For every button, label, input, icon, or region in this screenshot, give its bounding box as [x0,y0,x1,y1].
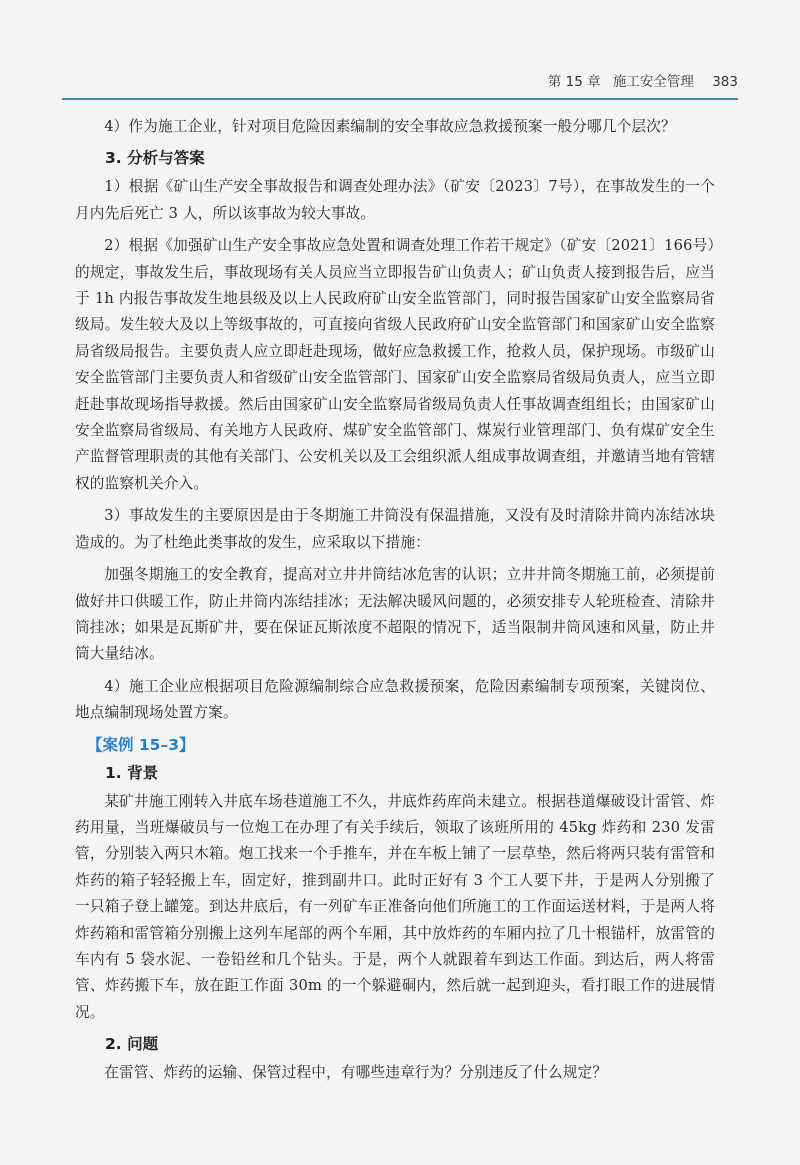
question-paragraph: 在雷管、炸药的运输、保管过程中，有哪些违章行为？分别违反了什么规定？ [104,1064,608,1082]
page-body [75,114,715,1093]
background-paragraph: 某矿井施工刚转入井底车场巷道施工不久，井底炸药库尚未建立。根据巷道爆破设计雷管、炸药用量，当班爆破员与一位炮工在办理了有关手续后，领取了该班所用的 45kg 炸药和 230 发雷管，分别装入两只木箱。炮工找来一个手推车，并在车板上铺了一层草垫，然后将两只装有雷管和炸药的箱子轻轻搬上车，固定好，推到副井口。此时正好有 3 个工人要下井，于是两人分别搬了一只箱子登上罐笼。到达井底后，有一列矿车正准备向他们所施工的工作面运送材料，于是两人将炸药箱和雷管箱分别搬上这列车尾部的两个车厢，其中放炸药的车厢内拉了几十根锚杆，放雷管的车内有 5 袋水泥、一卷铅丝和几个钻头。于是，两个人就跟着车到达工作面。到达后，两人将雷管、炸药搬下车，放在距工作面 30m 的一个躲避硐内，然后就一起到迎头，看打眼工作的进展情况。 [75,792,715,1021]
page-number: 383 [712,74,738,90]
section-heading-background: 1. 背景 [105,763,159,782]
section-heading-question: 2. 问题 [105,1035,159,1054]
page-header [62,62,738,100]
chapter-number: 第 15 章 [547,74,601,90]
question-4: 4）作为施工企业，针对项目危险因素编制的安全事故应急救援预案一般分哪几个层次？ [104,118,676,135]
answer-3: 3）事故发生的主要原因是由于冬期施工井筒没有保温措施，又没有及时清除井筒内冻结冰块造成的。为了杜绝此类事故的发生，应采取以下措施： [75,507,715,551]
answer-4: 4）施工企业应根据项目危险源编制综合应急救援预案，危险因素编制专项预案，关键岗位、地点编制现场处置方案。 [75,677,715,722]
answer-1: 1）根据《矿山生产安全事故报告和调查处理办法》（矿安〔2023〕7号），在事故发生的一个月内先后死亡 3 人，所以该事故为较大事故。 [75,178,715,222]
answer-3-measures: 加强冬期施工的安全教育，提高对立井井筒结冰危害的认识；立井井筒冬期施工前，必须提前做好井口供暖工作，防止井筒内冻结挂冰；无法解决暖风问题的，必须安排专人轮班检查、清除井筒挂冰；如果是瓦斯矿井，要在保证瓦斯浓度不超限的情况下，适当限制井筒风速和风量，防止井筒大量结冰。 [75,566,715,663]
answer-2: 2）根据《加强矿山生产安全事故应急处置和调查处理工作若干规定》（矿安〔2021〕166号）的规定，事故发生后，事故现场有关人员应当立即报告矿山负责人；矿山负责人接到报告后，应当于 1h 内报告事故发生地县级及以上人民政府矿山安全监管部门，同时报告国家矿山安全监察局省级局。发生较大及以上等级事故的，可直接向省级人民政府矿山安全监管部门和国家矿山安全监察局省级局报告。主要负责人应立即赶赴现场，做好应急救援工作，抢救人员，保护现场。市级矿山安全监管部门主要负责人和省级矿山安全监管部门、国家矿山安全监察局省级局负责人，应当立即赶赴事故现场指导救援。然后由国家矿山安全监察局省级局负责人任事故调查组组长；由国家矿山安全监察局省级局、有关地方人民政府、煤矿安全监管部门、煤炭行业管理部门、负有煤矿安全生产监督管理职责的其他有关部门、公安机关以及工会组织派人组成事故调查组，并邀请当地有管辖权的监察机关介入。 [75,237,715,492]
section-heading-analysis: 3. 分析与答案 [105,149,205,168]
running-head [548,70,738,90]
chapter-title: 施工安全管理 [612,74,694,90]
case-title: 【案例 15–3】 [87,735,195,754]
